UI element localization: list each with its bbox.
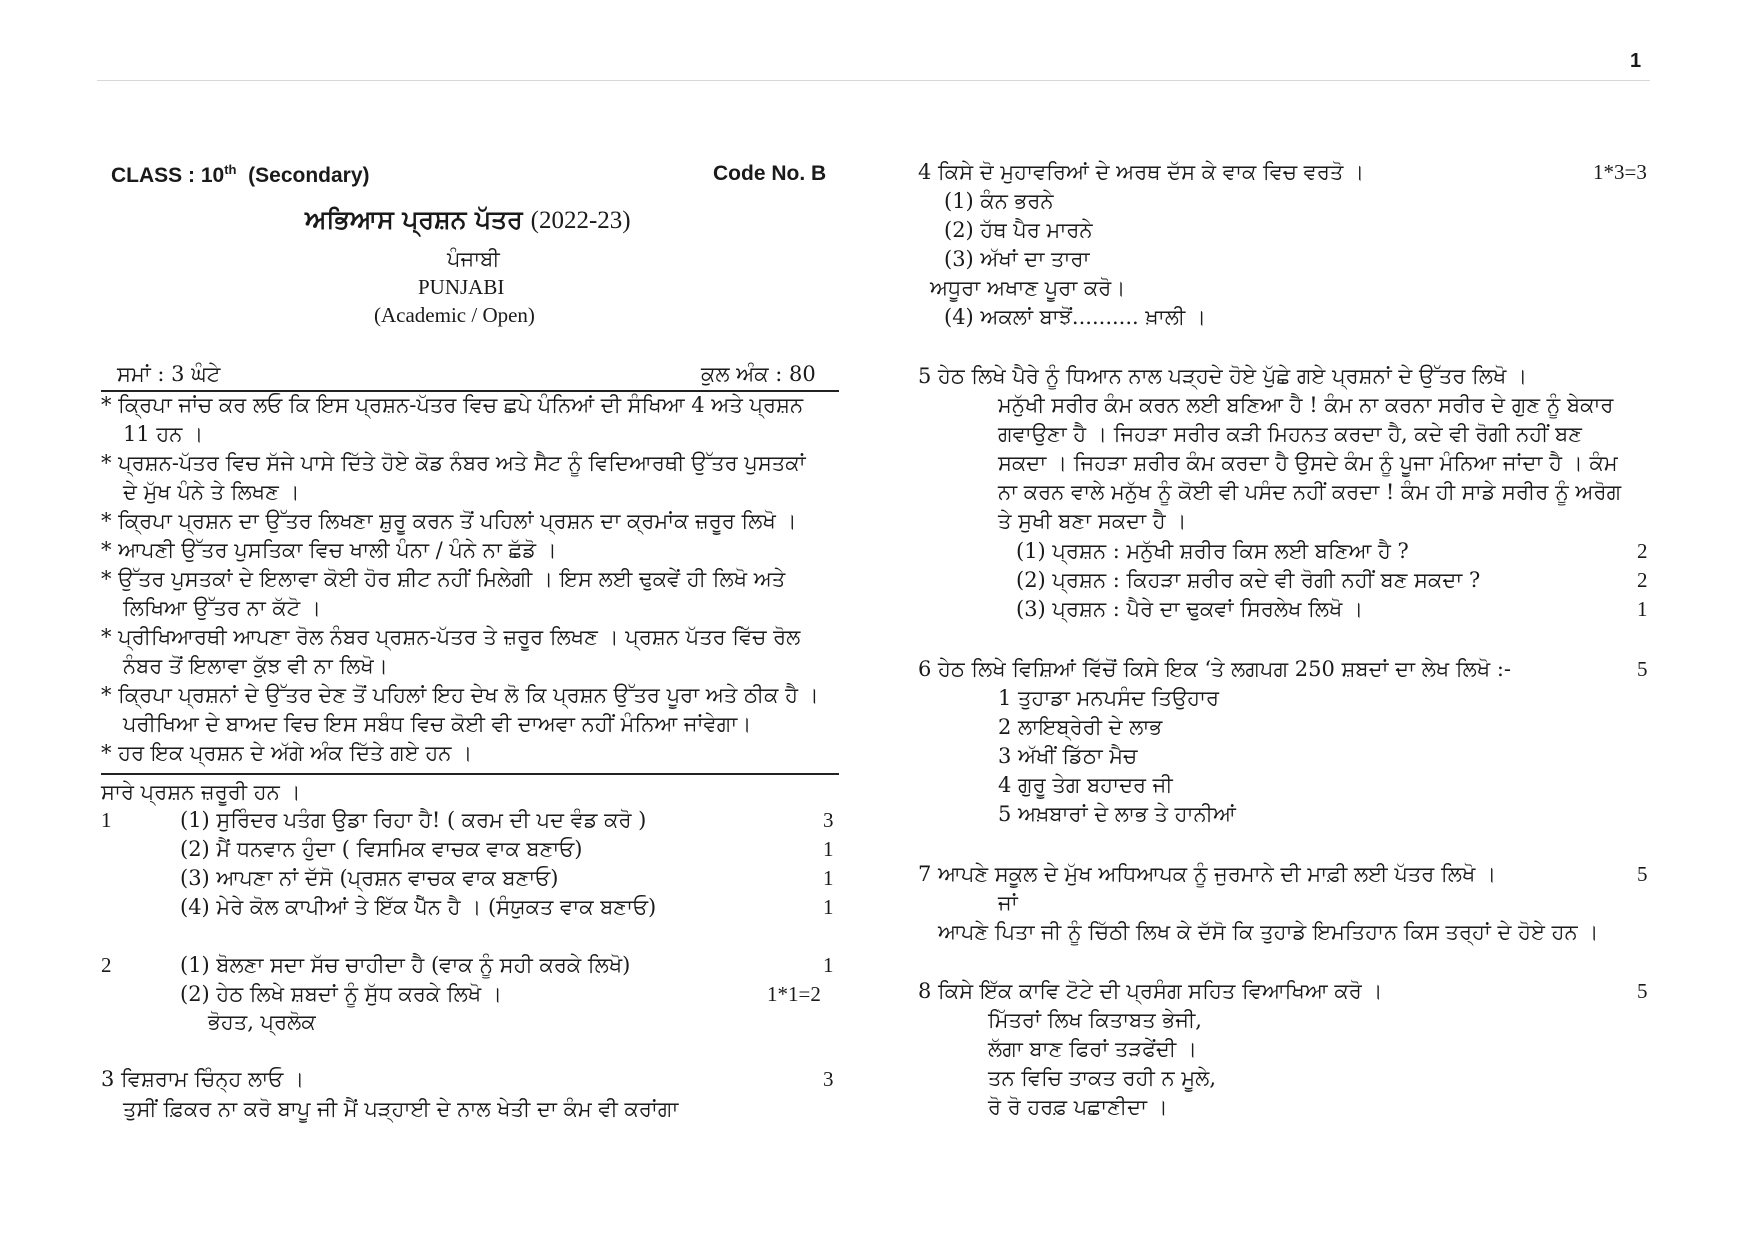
q5-paragraph [998,391,1638,536]
q1-marks: 1 [823,837,834,861]
page-number: 1 [1630,50,1642,72]
instructions [101,391,839,768]
paragraph-line: ਤੇ ਸੁਖੀ ਬਣਾ ਸਕਦਾ ਹੈ । [998,509,1187,533]
q4-item: (1) ਕੰਨ ਭਰਨੇ [944,189,1054,213]
q4-item: (3) ਅੱਖਾਂ ਦਾ ਤਾਰਾ [944,247,1090,271]
page-title: ਅਭਿਆਸ ਪ੍ਰਸ਼ਨ ਪੱਤਰ (2022-23) [305,205,631,234]
time-allowed: ਸਮਾਂ : 3 ਘੰਟੇ [117,362,221,386]
q4-subtitle: ਅਧੂਰਾ ਅਖਾਣ ਪੂਰਾ ਕਰੋ। [930,276,1126,300]
q2-marks: 1 [823,953,834,977]
q6-topic: 3 ਅੱਖੀਂ ਡਿੱਠਾ ਮੈਚ [998,744,1138,768]
q2-item: (1) ਬੋਲਣਾ ਸਦਾ ਸੱਚ ਚਾਹੀਦਾ ਹੈ (ਵਾਕ ਨੂੰ ਸਹੀ ਕਰਕੇ ਲਿਖੋ) [180,953,631,977]
q4-marks: 1*3=3 [1593,160,1647,184]
q5-item: (1) ਪ੍ਰਸ਼ਨ : ਮਨੁੱਖੀ ਸ਼ਰੀਰ ਕਿਸ ਲਈ ਬਣਿਆ ਹੈ ? [1016,539,1409,563]
subject-english: PUNJABI [418,275,505,299]
q3-marks: 3 [823,1067,834,1091]
q5-title: 5 ਹੇਠ ਲਿਖੇ ਪੈਰੇ ਨੂੰ ਧਿਆਨ ਨਾਲ ਪੜ੍ਹਦੇ ਹੋਏ ਪੁੱਛੇ ਗਏ ਪ੍ਰਸ਼ਨਾਂ ਦੇ ਉੱਤਰ ਲਿਖੋ । [918,364,1528,388]
q3-title: 3 ਵਿਸ਼ਰਾਮ ਚਿੰਨ੍ਹ ਲਾਓ । [101,1067,305,1091]
paragraph-line: ਗਵਾਉਣਾ ਹੈ । ਜਿਹੜਾ ਸਰੀਰ ਕੜੀ ਮਿਹਨਤ ਕਰਦਾ ਹੈ, ਕਦੇ ਵੀ ਰੋਗੀ ਨਹੀਂ ਬਣ [998,422,1582,446]
poem-line: ਰੋ ਰੋ ਹਰਫ਼ ਪਛਾਣੀਦਾ । [988,1095,1168,1119]
q1-marks: 1 [823,866,834,890]
all-compulsory: ਸਾਰੇ ਪ੍ਰਸ਼ਨ ਜ਼ਰੂਰੀ ਹਨ । [101,780,301,804]
instruction-line: * ਕ੍ਰਿਪਾ ਜਾਂਚ ਕਰ ਲਓ ਕਿ ਇਸ ਪ੍ਰਸ਼ਨ-ਪੱਤਰ ਵਿਚ ਛਪੇ ਪੰਨਿਆਂ ਦੀ ਸੰਖਿਆ 4 ਅਤੇ ਪ੍ਰਸ਼ਨ [101,393,804,417]
poem-line: ਲੱਗਾ ਬਾਣ ਫਿਰਾਂ ਤੜਫੇਂਦੀ । [988,1037,1197,1061]
q8-title: 8 ਕਿਸੇ ਇੱਕ ਕਾਵਿ ਟੋਟੇ ਦੀ ਪ੍ਰਸੰਗ ਸਹਿਤ ਵਿਆਖਿਆ ਕਰੋ । [918,979,1383,1003]
rule-bottom [101,773,839,775]
top-rule [97,80,1650,81]
q1-item: (2) ਮੈਂ ਧਨਵਾਨ ਹੁੰਦਾ ( ਵਿਸਮਿਕ ਵਾਚਕ ਵਾਕ ਬਣਾਓ) [180,837,583,861]
instruction-line: * ਪ੍ਰੀਖਿਆਰਥੀ ਆਪਣਾ ਰੋਲ ਨੰਬਰ ਪ੍ਰਸ਼ਨ-ਪੱਤਰ ਤੇ ਜ਼ਰੂਰ ਲਿਖਣ । ਪ੍ਰਸ਼ਨ ਪੱਤਰ ਵਿੱਚ ਰੋਲ [101,625,801,649]
subject-punjabi: ਪੰਜਾਬੀ [447,247,500,271]
q1-item: (1) ਸੁਰਿੰਦਰ ਪਤੰਗ ਉਡਾ ਰਿਹਾ ਹੈ! ( ਕਰਮ ਦੀ ਪਦ ਵੰਡ ਕਰੋ ) [180,808,647,832]
stream: (Academic / Open) [374,303,535,327]
q6-topic: 1 ਤੁਹਾਡਾ ਮਨਪਸੰਦ ਤਿਉਹਾਰ [998,686,1220,710]
paragraph-line: ਨਾ ਕਰਨ ਵਾਲੇ ਮਨੁੱਖ ਨੂੰ ਕੋਈ ਵੀ ਪਸੰਦ ਨਹੀਂ ਕਰਦਾ ! ਕੰਮ ਹੀ ਸਾਡੇ ਸਰੀਰ ਨੂੰ ਅਰੋਗ [998,480,1622,504]
paragraph-line: ਸਕਦਾ । ਜਿਹੜਾ ਸ਼ਰੀਰ ਕੰਮ ਕਰਦਾ ਹੈ ਉਸਦੇ ਕੰਮ ਨੂੰ ਪੂਜਾ ਮੰਨਿਆ ਜਾਂਦਾ ਹੈ । ਕੰਮ [998,451,1618,475]
q4-item: (4) ਅਕਲਾਂ ਬਾਝੋਂ.......... ਖ਼ਾਲੀ । [944,305,1207,329]
q6-topic: 4 ਗੁਰੂ ਤੇਗ ਬਹਾਦਰ ਜੀ [998,773,1173,797]
q6-topic: 2 ਲਾਇਬ੍ਰੇਰੀ ਦੇ ਲਾਭ [998,715,1163,739]
q5-marks: 2 [1637,539,1648,563]
q7-marks: 5 [1637,862,1648,886]
instruction-line: ਪਰੀਖਿਆ ਦੇ ਬਾਅਦ ਵਿਚ ਇਸ ਸਬੰਧ ਵਿਚ ਕੋਈ ਵੀ ਦਾਅਵਾ ਨਹੀਂ ਮੰਨਿਆ ਜਾਂਵੇਗਾ। [123,712,752,736]
q2-number: 2 [101,953,112,977]
q7-or: ਜਾਂ [998,891,1018,915]
q4-title: 4 ਕਿਸੇ ਦੋ ਮੁਹਾਵਰਿਆਂ ਦੇ ਅਰਥ ਦੱਸ ਕੇ ਵਾਕ ਵਿਚ ਵਰਤੋ । [918,160,1365,184]
q2-item: (2) ਹੇਠ ਲਿਖੇ ਸ਼ਬਦਾਂ ਨੂੰ ਸੁੱਧ ਕਰਕੇ ਲਿਖੋ । [180,982,503,1006]
instruction-line: ਦੇ ਮੁੱਖ ਪੰਨੇ ਤੇ ਲਿਖਣ । [123,480,300,504]
poem-line: ਤਨ ਵਿਚਿ ਤਾਕਤ ਰਹੀ ਨ ਮੂਲੇ, [988,1066,1217,1090]
instruction-line: * ਪ੍ਰਸ਼ਨ-ਪੱਤਰ ਵਿਚ ਸੱਜੇ ਪਾਸੇ ਦਿੱਤੇ ਹੋਏ ਕੋਡ ਨੰਬਰ ਅਤੇ ਸੈਟ ਨੂੰ ਵਿਦਿਆਰਥੀ ਉੱਤਰ ਪੁਸਤਕਾਂ [101,451,806,475]
q5-marks: 1 [1637,597,1648,621]
code-number: Code No. B [713,162,827,185]
class-label: CLASS : 10th (Secondary) [111,162,370,187]
instruction-line: ਨੰਬਰ ਤੋਂ ਇਲਾਵਾ ਕੁੱਝ ਵੀ ਨਾ ਲਿਖੋ। [123,654,388,678]
instruction-line: * ਆਪਣੀ ਉੱਤਰ ਪੁਸਤਿਕਾ ਵਿਚ ਖਾਲੀ ਪੰਨਾ / ਪੰਨੇ ਨਾ ਛੱਡੋ । [101,538,557,562]
q1-marks: 3 [823,808,834,832]
q2-marks: 1*1=2 [767,982,821,1006]
instruction-line: * ਹਰ ਇਕ ਪ੍ਰਸ਼ਨ ਦੇ ਅੱਗੇ ਅੰਕ ਦਿੱਤੇ ਗਏ ਹਨ । [101,741,473,765]
q4-item: (2) ਹੱਥ ਪੈਰ ਮਾਰਨੇ [944,218,1093,242]
q6-topic: 5 ਅਖ਼ਬਾਰਾਂ ਦੇ ਲਾਭ ਤੇ ਹਾਨੀਆਂ [998,802,1236,826]
poem-line: ਮਿੱਤਰਾਂ ਲਿਖ ਕਿਤਾਬਤ ਭੇਜੀ, [988,1008,1202,1032]
instruction-line: * ਕ੍ਰਿਪਾ ਪ੍ਰਸ਼ਨ ਦਾ ਉੱਤਰ ਲਿਖਣਾ ਸ਼ੁਰੂ ਕਰਨ ਤੋਂ ਪਹਿਲਾਂ ਪ੍ਰਸ਼ਨ ਦਾ ਕ੍ਰਮਾਂਕ ਜ਼ਰੂਰ ਲਿਖੋ । [101,509,797,533]
total-marks: ਕੁਲ ਅੰਕ : 80 [701,362,816,386]
q2-words: ਭੋਹਤ, ਪ੍ਰਲੋਕ [208,1010,316,1034]
q5-item: (3) ਪ੍ਰਸ਼ਨ : ਪੈਰੇ ਦਾ ਢੁਕਵਾਂ ਸਿਰਲੇਖ ਲਿਖੋ । [1016,597,1364,621]
q5-item: (2) ਪ੍ਰਸ਼ਨ : ਕਿਹੜਾ ਸ਼ਰੀਰ ਕਦੇ ਵੀ ਰੋਗੀ ਨਹੀਂ ਬਣ ਸਕਦਾ ? [1016,568,1481,592]
q5-marks: 2 [1637,568,1648,592]
q1-number: 1 [101,808,112,832]
q1-marks: 1 [823,895,834,919]
instruction-line: ਲਿਖਿਆ ਉੱਤਰ ਨਾ ਕੱਟੋ । [123,596,322,620]
q1-item: (3) ਆਪਣਾ ਨਾਂ ਦੱਸੋ (ਪ੍ਰਸ਼ਨ ਵਾਚਕ ਵਾਕ ਬਣਾਓ) [180,866,559,890]
instruction-line: * ਉੱਤਰ ਪੁਸਤਕਾਂ ਦੇ ਇਲਾਵਾ ਕੋਈ ਹੋਰ ਸ਼ੀਟ ਨਹੀਂ ਮਿਲੇਗੀ । ਇਸ ਲਈ ਢੁਕਵੇਂ ਹੀ ਲਿਖੋ ਅਤੇ [101,567,786,591]
instruction-line: * ਕ੍ਰਿਪਾ ਪ੍ਰਸ਼ਨਾਂ ਦੇ ਉੱਤਰ ਦੇਣ ਤੋਂ ਪਹਿਲਾਂ ਇਹ ਦੇਖ ਲੋ ਕਿ ਪ੍ਰਸ਼ਨ ਉੱਤਰ ਪੂਰਾ ਅਤੇ ਠੀਕ ਹੈ । [101,683,819,707]
instruction-line: 11 ਹਨ । [123,422,204,446]
q6-marks: 5 [1637,657,1648,681]
q1-item: (4) ਮੇਰੇ ਕੋਲ ਕਾਪੀਆਂ ਤੇ ਇੱਕ ਪੈੱਨ ਹੈ । (ਸੰਯੁਕਤ ਵਾਕ ਬਣਾਓ) [180,895,657,919]
q8-marks: 5 [1637,979,1648,1003]
q7-alternative: ਆਪਣੇ ਪਿਤਾ ਜੀ ਨੂੰ ਚਿੱਠੀ ਲਿਖ ਕੇ ਦੱਸੋ ਕਿ ਤੁਹਾਡੇ ਇਮਤਿਹਾਨ ਕਿਸ ਤਰ੍ਹਾਂ ਦੇ ਹੋਏ ਹਨ । [938,920,1599,944]
q6-title: 6 ਹੇਠ ਲਿਖੇ ਵਿਸ਼ਿਆਂ ਵਿੱਚੋਂ ਕਿਸੇ ਇਕ ‘ਤੇ ਲਗਪਗ 250 ਸ਼ਬਦਾਂ ਦਾ ਲੇਖ ਲਿਖੋ :- [918,657,1512,681]
paragraph-line: ਮਨੁੱਖੀ ਸਰੀਰ ਕੰਮ ਕਰਨ ਲਈ ਬਣਿਆ ਹੈ ! ਕੰਮ ਨਾ ਕਰਨਾ ਸਰੀਰ ਦੇ ਗੁਣ ਨੂੰ ਬੇਕਾਰ [998,393,1614,417]
q3-text: ਤੁਸੀਂ ਫ਼ਿਕਰ ਨਾ ਕਰੋ ਬਾਪੂ ਜੀ ਮੈਂ ਪੜ੍ਹਾਈ ਦੇ ਨਾਲ ਖੇਤੀ ਦਾ ਕੰਮ ਵੀ ਕਰਾਂਗਾ [123,1097,679,1121]
q7-title: 7 ਆਪਣੇ ਸਕੂਲ ਦੇ ਮੁੱਖ ਅਧਿਆਪਕ ਨੂੰ ਜੁਰਮਾਨੇ ਦੀ ਮਾਫ਼ੀ ਲਈ ਪੱਤਰ ਲਿਖੋ । [918,862,1497,886]
